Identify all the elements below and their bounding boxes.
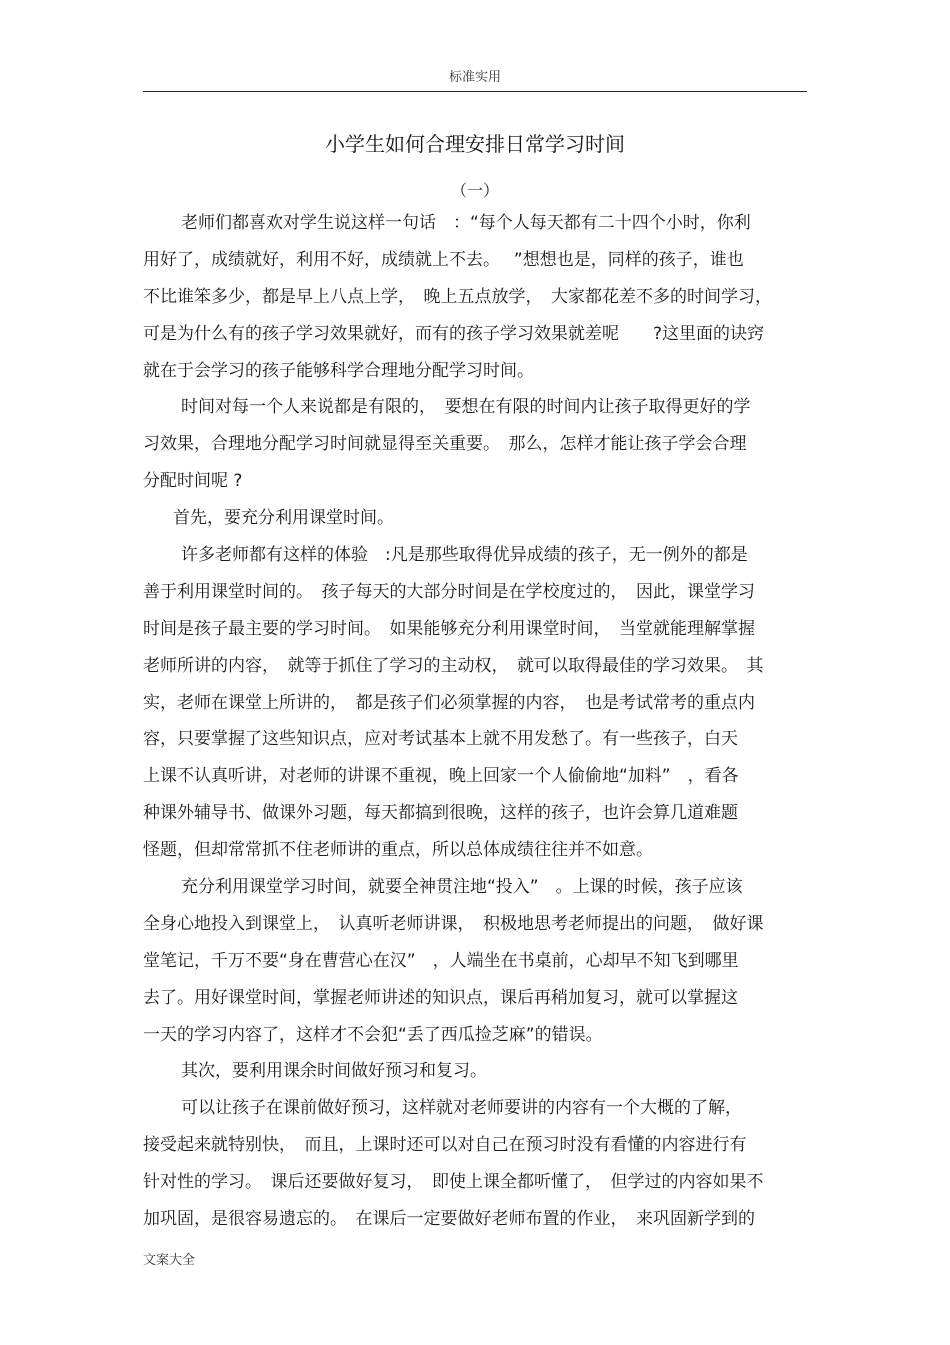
text-line: 种课外辅导书、做课外习题，每天都搞到很晚，这样的孩子，也许会算几道难题 bbox=[143, 803, 738, 824]
text-line: 时间对每一个人来说都是有限的， 要想在有限的时间内让孩子取得更好的学 bbox=[181, 397, 751, 418]
text-line: 去了。用好课堂时间，掌握老师讲述的知识点，课后再稍加复习，就可以掌握这 bbox=[143, 987, 738, 1008]
text-line: 不比谁笨多少，都是早上八点上学， 晚上五点放学， 大家都花差不多的时间学习， bbox=[143, 286, 772, 307]
text-line: 可是为什么有的孩子学习效果就好，而有的孩子学习效果就差呢 ?这里面的诀窍 bbox=[143, 323, 765, 344]
text-line: 其次，要利用课余时间做好预习和复习。 bbox=[181, 1061, 487, 1082]
text-line: 老师们都喜欢对学生说这样一句话 ：“每个人每天都有二十四个小时，你利 bbox=[181, 213, 751, 233]
text-line: 习效果，合理地分配学习时间就显得至关重要。 那么，怎样才能让孩子学会合理 bbox=[143, 434, 747, 455]
text-line: 用好了，成绩就好，利用不好，成绩就上不去。 ”想想也是，同样的孩子，谁也 bbox=[143, 249, 744, 270]
text-line: 全身心地投入到课堂上， 认真听老师讲课， 积极地思考老师提出的问题， 做好课 bbox=[143, 913, 764, 934]
text-line: 善于利用课堂时间的。 孩子每天的大部分时间是在学校度过的， 因此，课堂学习 bbox=[143, 581, 755, 602]
header-divider bbox=[143, 91, 807, 92]
text-line: 时间是孩子最主要的学习时间。 如果能够充分利用课堂时间， 当堂就能理解掌握 bbox=[143, 618, 755, 639]
text-line: 可以让孩子在课前做好预习，这样就对老师要讲的内容有一个大概的了解， bbox=[181, 1098, 742, 1119]
text-line: 针对性的学习。 课后还要做好复习， 即使上课全都听懂了， 但学过的内容如果不 bbox=[143, 1172, 764, 1193]
text-line: 老师所讲的内容， 就等于抓住了学习的主动权， 就可以取得最佳的学习效果。 其 bbox=[143, 655, 764, 676]
document-body bbox=[143, 210, 807, 1243]
document-title: 小学生如何合理安排日常学习时间 bbox=[325, 132, 625, 156]
text-line: 就在于会学习的孩子能够科学合理地分配学习时间。 bbox=[143, 360, 534, 381]
page-footer: 文案大全 bbox=[143, 1253, 196, 1268]
text-line: 堂笔记，千万不要“身在曹营心在汉” ，人端坐在书桌前，心却早不知飞到哪里 bbox=[143, 950, 739, 971]
text-line: 上课不认真听讲，对老师的讲课不重视，晚上回家一个人偷偷地“加料” ，看各 bbox=[143, 766, 739, 787]
text-line: 分配时间呢 ? bbox=[143, 471, 243, 492]
text-line: 怪题，但却常常抓不住老师讲的重点，所以总体成绩往往并不如意。 bbox=[143, 840, 653, 861]
text-line: 充分利用课堂学习时间，就要全神贯注地“投入” 。上课的时候，孩子应该 bbox=[181, 877, 743, 898]
text-line: 加巩固，是很容易遗忘的。 在课后一定要做好老师布置的作业， 来巩固新学到的 bbox=[143, 1209, 755, 1230]
page-header: 标准实用 bbox=[448, 70, 501, 85]
text-line: 实，老师在课堂上所讲的， 都是孩子们必须掌握的内容， 也是考试常考的重点内 bbox=[143, 692, 755, 713]
section-number: （一） bbox=[450, 181, 499, 200]
text-line: 容，只要掌握了这些知识点，应对考试基本上就不用发愁了。有一些孩子，白天 bbox=[143, 729, 738, 750]
text-line: 许多老师都有这样的体验 :凡是那些取得优异成绩的孩子，无一例外的都是 bbox=[181, 545, 748, 566]
text-line: 首先，要充分利用课堂时间。 bbox=[173, 508, 394, 529]
text-line: 一天的学习内容了，这样才不会犯“丢了西瓜捡芝麻”的错误。 bbox=[143, 1024, 603, 1045]
text-line: 接受起来就特别快， 而且，上课时还可以对自己在预习时没有看懂的内容进行有 bbox=[143, 1135, 747, 1156]
